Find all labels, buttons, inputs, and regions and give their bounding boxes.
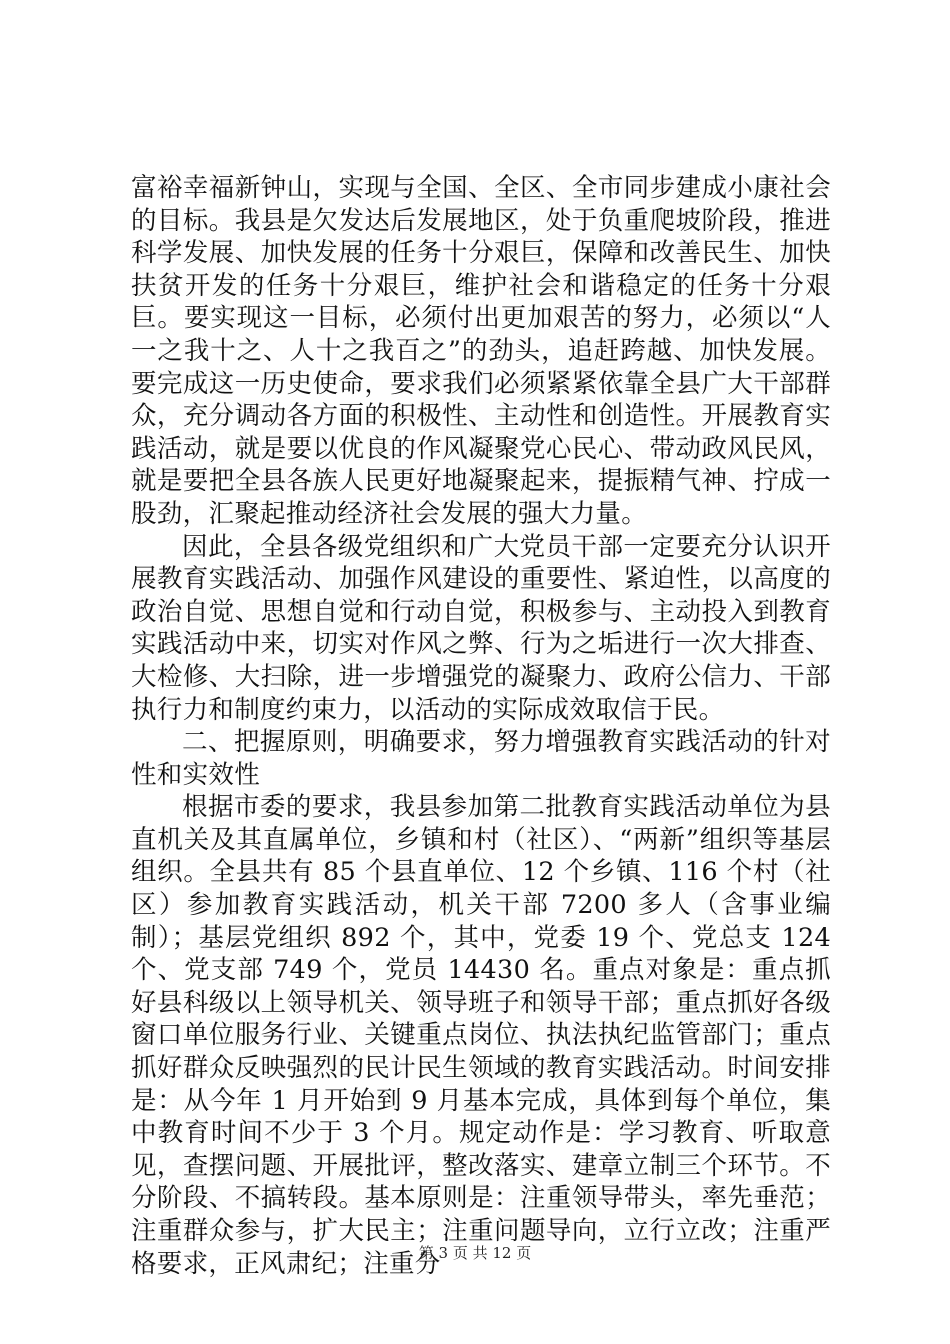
paragraph-continuation: 富裕幸福新钟山，实现与全国、全区、全市同步建成小康社会的目标。我县是欠发达后发展地区，处于负重爬坡阶段，推进科学发展、加快发展的任务十分艰巨，保障和改善民生、加快扶贫开发的任务十分艰巨，维护社会和谐稳定的任务十分艰巨。要实现这一目标，必须付出更加艰苦的努力，必须以“人一之我十之、人十之我百之”的劲头，追赶跨越、加快发展。要完成这一历史使命，要求我们必须紧紧依靠全县广大干部群众，充分调动各方面的积极性、主动性和创造性。开展教育实践活动，就是要以优良的作风凝聚党心民心、带动政风民风，就是要把全县各族人民更好地凝聚起来，提振精气神、拧成一股劲，汇聚起推动经济社会发展的强大力量。	[131, 173, 831, 529]
paragraph-therefore: 因此，全县各级党组织和广大党员干部一定要充分认识开展教育实践活动、加强作风建设的重要性、紧迫性，以高度的政治自觉、思想自觉和行动自觉，积极参与、主动投入到教育实践活动中来，切实对作风之弊、行为之垢进行一次大排查、大检修、大扫除，进一步增强党的凝聚力、政府公信力、干部执行力和制度约束力，以活动的实际成效取信于民。	[131, 531, 831, 725]
paragraph-requirements: 根据市委的要求，我县参加第二批教育实践活动单位为县直机关及其直属单位，乡镇和村（社区）、“两新”组织等基层组织。全县共有 85 个县直单位、12 个乡镇、116 个村（社区）参加教育实践活动，机关干部 7200 多人（含事业编制）；基层党组织 892 个，其中，党委 19 个、党总支 124 个、党支部 749 个，党员 14430 名。重点对象是：重点抓好县科级以上领导机关、领导班子和领导干部；重点抓好各级窗口单位服务行业、关键重点岗位、执法执纪监管部门；重点抓好群众反映强烈的民计民生领域的教育实践活动。时间安排是：从今年 1 月开始到 9 月基本完成，具体到每个单位，集中教育时间不少于 3 个月。规定动作是：学习教育、听取意见，查摆问题、开展批评，整改落实、建章立制三个环节。不分阶段、不搞转段。基本原则是：注重领导带头，率先垂范；注重群众参与，扩大民主；注重问题导向，立行立改；注重严格要求，正风肃纪；注重分	[131, 792, 831, 1279]
page-number-footer: 第 3 页 共 12 页	[418, 1244, 532, 1262]
document-body	[131, 172, 831, 1280]
section-heading-two: 二、把握原则，明确要求，努力增强教育实践活动的针对性和实效性	[131, 727, 831, 790]
